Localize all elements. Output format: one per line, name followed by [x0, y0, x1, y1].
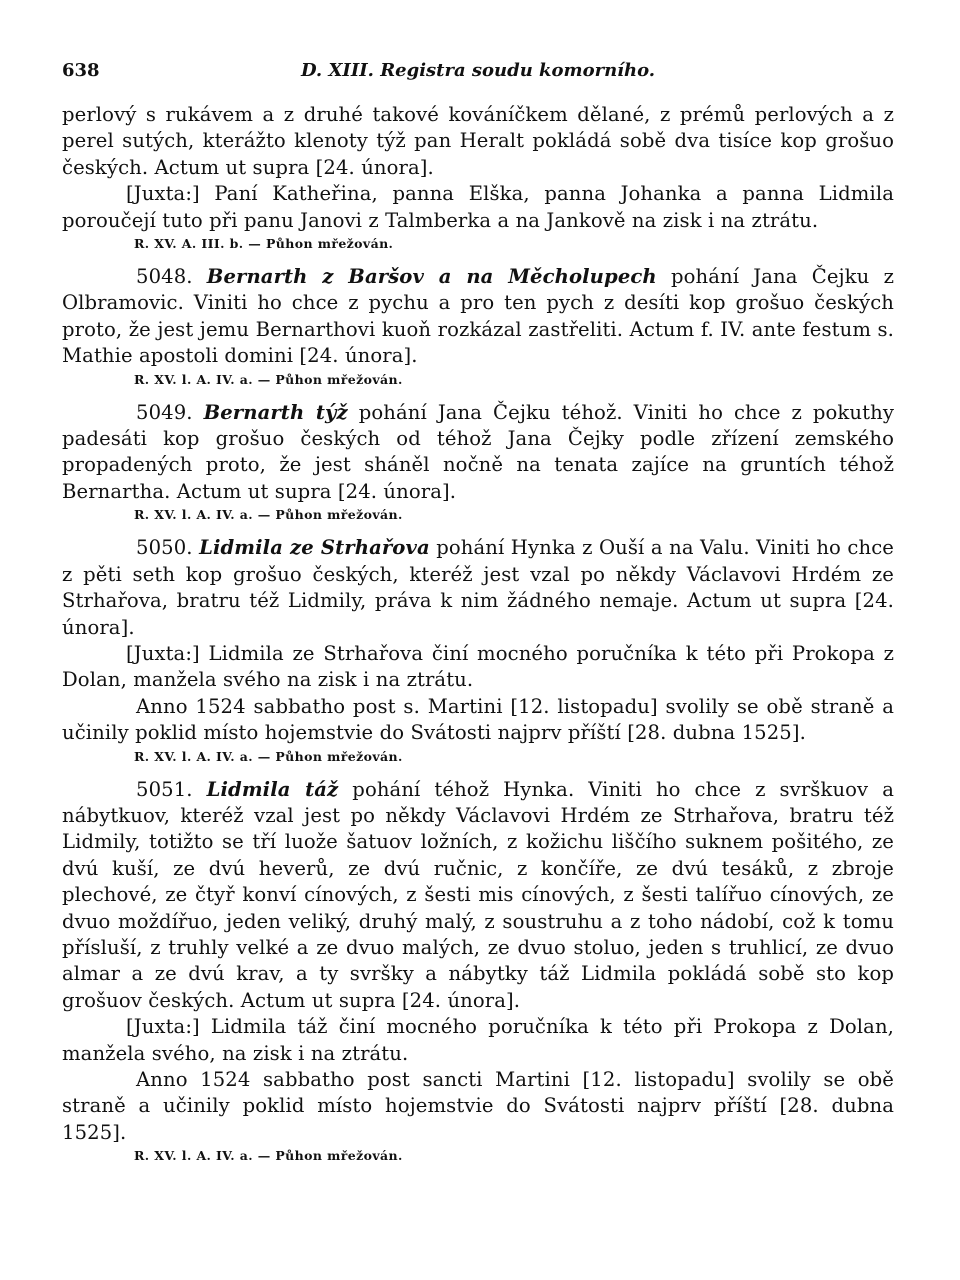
entry-text: pohání Hynka z Ouší a na Valu. Viniti ho chce z pěti seth kop grošuo českých, kteréž jest vzal po někdy Václavovi Hrdém ze Strhařova, bratru též Lidmily, práva k nim žádného nemaje. Actum ut supra [24. února]. [62, 536, 894, 639]
document-page [62, 56, 894, 1176]
entry-5048 [62, 264, 894, 387]
entry-party-name: Lidmila táž [206, 777, 339, 801]
entry-text: pohání Jana Čejku z Olbramovic. Viniti ho chce z pychu a pro ten pych z desíti kop grošuo českých proto, že jest jemu Bernarthovi kuoň rozkázal zastřeliti. Actum f. IV. ante festum s. Mathie apostoli domini [24. února]. [62, 265, 894, 368]
archive-signature: R. XV. l. A. IV. a. — Půhon mřežován. [134, 1148, 403, 1164]
page-header [62, 56, 894, 90]
juxta-paragraph: [Juxta:] Lidmila ze Strhařova činí mocného poručníka k této při Prokopa z Dolan, manžela svého na zisk i na ztrátu. [62, 641, 894, 692]
entry-party-name: Bernarth týž [203, 400, 348, 424]
entry-paragraph [62, 777, 894, 1015]
entry-paragraph [62, 535, 894, 641]
page-number: 638 [62, 60, 100, 81]
document-body [62, 102, 894, 1163]
archive-signature: R. XV. A. III. b. — Půhon mřežován. [134, 236, 394, 252]
entry-number: 5049. [136, 400, 193, 424]
entry-number: 5051. [136, 777, 193, 801]
entry-text: pohání Jana Čejku téhož. Viniti ho chce z pokuthy padesáti kop grošuo českých od téhož Jana Čejky podle zřízení zemského propadených proto, že jest sháněl nočně na tenata zajíce na gruntích téhož Bernartha. Actum ut supra [24. února]. [62, 400, 894, 503]
note-paragraph: Anno 1524 sabbatho post sancti Martini [12. listopadu] svolily se obě straně a učinily poklid místo hojemstvie do Svátosti najprv příští [28. dubna 1525]. [62, 1068, 894, 1144]
entry-text: pohání téhož Hynka. Viniti ho chce z svrškuov a nábytkuov, kteréž vzal jest po někdy Václavovi Hrdém ze Strhařova, bratru též Lidmily, totižto se tří luože šatuov ložních, z kožichu liščího suknem pošitého, ze dvú kuší, ze dvú heverů, ze dvú ručnic, z končíře, ze dvú tesáků, z zbroje plechové, ze čtyř konví cínových, z šesti mis cínových, z šesti talířuo cínových, ze dvuo moždířuo, jeden veliký, druhý malý, z soustruhu a z toho nádobí, což k tomu přísluší, z truhly velké a ze dvuo malých, ze dvuo stoluo, jeden s truhlicí, ze dvuo almar a ze dvú krav, a ty svršky a nábytky táž Lidmila pokládá sobě sto kop grošuov českých. Actum ut supra [24. února]. [62, 777, 894, 1012]
entry-number: 5048. [136, 265, 193, 289]
running-title: D. XIII. Registra soudu komorního. [300, 60, 656, 81]
entry-5050 [62, 535, 894, 763]
entry-number: 5050. [136, 536, 193, 560]
entry-paragraph [62, 400, 894, 506]
paragraph: [Juxta:] Paní Katheřina, panna Elška, panna Johanka a panna Lidmila poroučejí tuto při panu Janovi z Talmberka a na Jankově na zisk i na ztrátu. [62, 182, 894, 232]
juxta-paragraph: [Juxta:] Lidmila táž činí mocného poručníka k této při Prokopa z Dolan, manžela svého, na zisk i na ztrátu. [62, 1015, 894, 1065]
archive-signature: R. XV. l. A. IV. a. — Půhon mřežován. [134, 507, 403, 523]
entry-paragraph [62, 264, 894, 370]
note-paragraph: Anno 1524 sabbatho post s. Martini [12. listopadu] svolily se obě straně a učinily poklid místo hojemstvie do Svátosti najprv příští [28. dubna 1525]. [62, 694, 894, 745]
archive-signature: R. XV. l. A. IV. a. — Půhon mřežován. [134, 748, 403, 764]
entry-5051 [62, 777, 894, 1164]
paragraph: perlový s rukávem a z druhé takové kováníčkem dělané, z prémů perlových a z perel sutých, kterážto klenoty týž pan Heralt pokládá sobě dva tisíce kop grošuo českých. Actum ut supra [24. února]. [62, 103, 894, 179]
entry-party-name: Bernarth z Baršov a na Měcholupech [206, 265, 657, 289]
archive-signature: R. XV. l. A. IV. a. — Půhon mřežován. [134, 371, 403, 387]
entry-party-name: Lidmila ze Strhařova [199, 536, 430, 560]
entry-5049 [62, 400, 894, 523]
